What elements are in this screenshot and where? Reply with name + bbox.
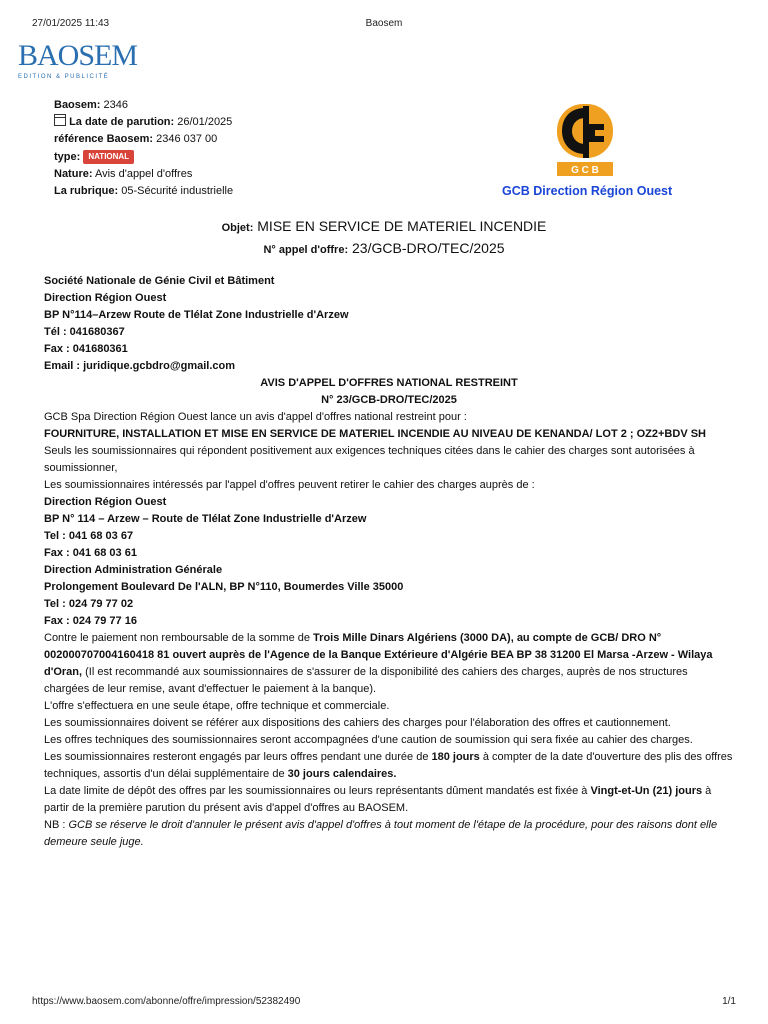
address-1-tel: Tel : 041 68 03 67 <box>44 530 134 542</box>
eligibility-paragraph: Seuls les soumissionnaires qui répondent positivement aux exigences techniques citées dans le cahier des charges sont autorisées à soumissionner, <box>44 445 695 474</box>
company-name: Société Nationale de Génie Civil et Bâtiment <box>44 275 275 287</box>
print-datetime: 27/01/2025 11:43 <box>32 18 110 29</box>
notice-body <box>44 273 734 851</box>
meta-baosem: Baosem: 2346 <box>54 99 128 111</box>
company-email: Email : juridique.gcbdro@gmail.com <box>44 360 236 372</box>
print-title: Baosem <box>365 18 403 29</box>
company-tel: Tél : 041680367 <box>44 326 125 338</box>
intro-paragraph: GCB Spa Direction Région Ouest lance un avis d'appel d'offres national restreint pour : <box>44 411 467 423</box>
notice-metadata <box>54 97 233 200</box>
baosem-logo-subtitle: EDITION & PUBLICITÉ <box>18 74 110 80</box>
tender-number-line: N° appel d'offre: 23/GCB-DRO/TEC/2025 <box>263 240 505 256</box>
page-number: 1/1 <box>722 996 736 1007</box>
meta-date: La date de parution: 26/01/2025 <box>54 114 233 131</box>
meta-type: type: NATIONAL <box>54 149 233 166</box>
guarantee-paragraph: Les soumissionnaires doivent se référer aux dispositions des cahiers des charges pour l'élaboration des offres et cautionnement. <box>44 717 671 729</box>
type-badge: NATIONAL <box>83 150 134 164</box>
project-title: FOURNITURE, INSTALLATION ET MISE EN SERVICE DE MATERIEL INCENDIE AU NIVEAU DE KENANDA/ LOT 2 ; OZ2+BDV SH <box>44 428 706 440</box>
address-2-fax: Fax : 024 79 77 16 <box>44 615 137 627</box>
deadline-paragraph: La date limite de dépôt des offres par les soumissionnaires ou leurs représentants dûment mandatés est fixée à Vingt-et-Un (21) jours à partir de la première parution du présent avis d'appel d'offres au BAOSEM. <box>44 785 712 814</box>
technical-offer-paragraph: Les offres techniques des soumissionnaires seront accompagnées d'une caution de soumission qui sera fixée au cahier des charges. <box>44 734 693 746</box>
object-line: Objet: MISE EN SERVICE DE MATERIEL INCENDIE <box>221 218 547 234</box>
nb-paragraph: NB : GCB se réserve le droit d'annuler le présent avis d'appel d'offres à tout moment de l'étape de la procédure, pour des raisons dont elle demeure seule juge. <box>44 819 718 848</box>
address-2-street: Prolongement Boulevard De l'ALN, BP N°110, Boumerdes Ville 35000 <box>44 581 404 593</box>
gcb-logo-text: G C B <box>571 165 599 176</box>
page-url: https://www.baosem.com/abonne/offre/impression/52382490 <box>32 996 301 1007</box>
baosem-logo-text: BAOSEM <box>18 39 138 72</box>
address-2-tel: Tel : 024 79 77 02 <box>44 598 134 610</box>
address-1-street: BP N° 114 – Arzew – Route de Tlélat Zone Industrielle d'Arzew <box>44 513 367 525</box>
withdrawal-paragraph: Les soumissionnaires intéressés par l'appel d'offres peuvent retirer le cahier des charges auprès de : <box>44 479 535 491</box>
address-1-name: Direction Région Ouest <box>44 496 167 508</box>
company-address: BP N°114–Arzew Route de Tlélat Zone Industrielle d'Arzew <box>44 309 349 321</box>
payment-paragraph: Contre le paiement non remboursable de la somme de Trois Mille Dinars Algériens (3000 DA), au compte de GCB/ DRO N° 002000707004160418 81 ouvert auprès de l'Agence de la Banque Extérieure d'Algérie BEA BP 38 31200 El Marsa -Arzew - Wilaya d'Oran, (Il est recommandé aux soumissionnaires de s'assurer de la disponibilité des cahiers des charges, auprès de nos structures chargées de leur remise, avant d'effectuer le paiement à la banque). <box>44 632 713 695</box>
meta-nature: Nature: Avis d'appel d'offres <box>54 167 193 180</box>
notice-number: N° 23/GCB-DRO/TEC/2025 <box>321 394 457 406</box>
calendar-icon <box>54 114 66 126</box>
baosem-logo <box>18 39 138 92</box>
company-direction: Direction Région Ouest <box>44 292 167 304</box>
gcb-direction-name: GCB Direction Région Ouest <box>502 184 673 198</box>
address-1-fax: Fax : 041 68 03 61 <box>44 547 137 559</box>
single-stage-paragraph: L'offre s'effectuera en une seule étape, offre technique et commerciale. <box>44 700 390 712</box>
gcb-logo <box>554 100 616 178</box>
address-2-name: Direction Administration Générale <box>44 564 223 576</box>
meta-reference: référence Baosem: 2346 037 00 <box>54 133 218 146</box>
print-footer <box>32 996 736 1007</box>
meta-rubrique: La rubrique: 05-Sécurité industrielle <box>54 185 234 198</box>
notice-heading: AVIS D'APPEL D'OFFRES NATIONAL RESTREINT <box>260 377 518 389</box>
company-fax: Fax : 041680361 <box>44 343 128 355</box>
validity-paragraph: Les soumissionnaires resteront engagés par leurs offres pendant une durée de 180 jours à compter de la date d'ouverture des plis des offres techniques, assortis d'un délai supplémentaire de 30 jours calendaires. <box>44 751 733 780</box>
